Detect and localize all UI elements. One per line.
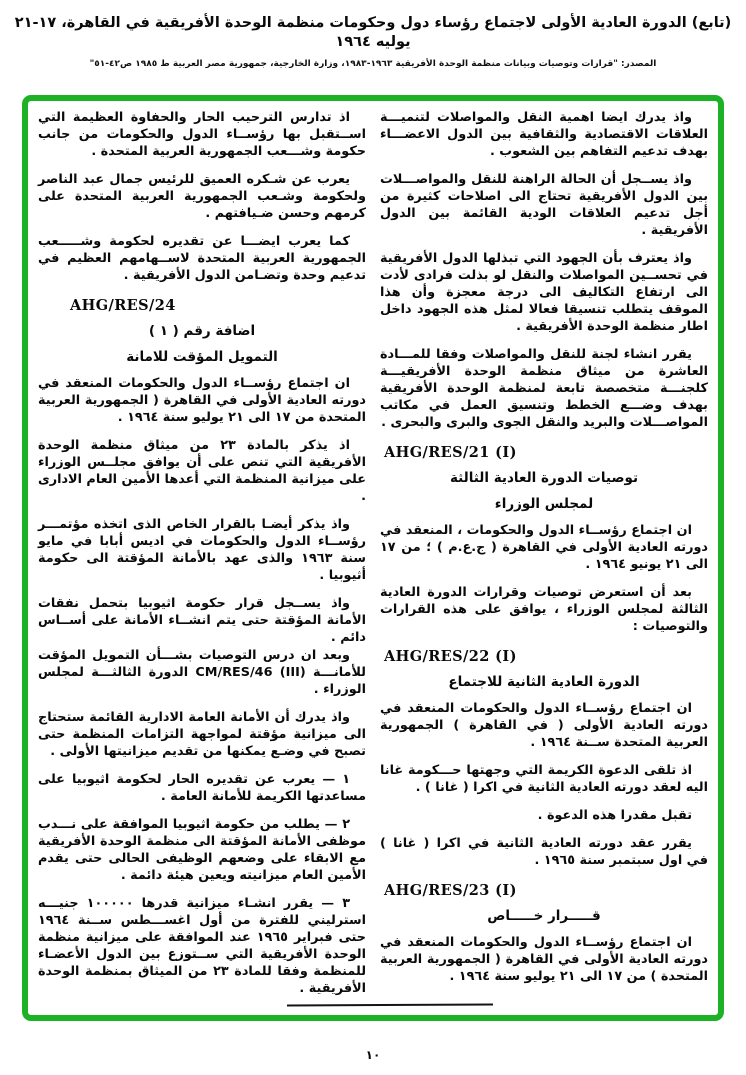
section-title: لمجلس الوزراء	[494, 496, 594, 512]
paragraph: ٣ — يقرر انشـاء ميزانية قدرها ١٠٠٠٠٠ جنيـــه استرليني للفترة من أول اغســـطس ســنة ١٩٦٤ حتى فبراير ١٩٦٥ عند الموافقة على ميزانية منظمة الوحدة الأفريقية التي ســتوزع بين الدول الأعضـاء للمنظمة وفقا للمادة ٢٣ من الميثاق بمنظمة الوحدة الأفريقية .	[38, 896, 366, 996]
document-header	[10, 14, 736, 69]
paragraph: اذ تدارس الترحيب الحار والحفاوة العظيمة التي اســتقبل بها رؤســاء الدول والحكومات من جانب حكومة وشـــعب الجمهورية العربية المتحدة .	[38, 110, 366, 159]
paragraph: ٢ — يطلب من حكومة اثيوبيا الموافقة على نـــدب موظفى الأمانة المؤقتة الى منظمة الوحدة الأفريقية مع الابقاء على وضعهم الوظيفى الحالى حتى يقدم الأمين العام ميزانيته ويعين هيئة دائمة .	[38, 817, 366, 883]
paragraph: ان اجتماع رؤســاء الدول والحكومات المنعقد في دورته العادية الأولى ( في القاهرة ) الجمهورية العربية المتحدة ســنة ١٩٦٤ .	[380, 701, 708, 750]
section-title: اضافة رقم ( ١ )	[148, 323, 256, 339]
paragraph: واذ يعترف بأن الجهود التي تبذلها الدول الأفريقية في تحســين المواصلات والنقل لو بذلت فرادى لأدت الى ارتفاع التكاليف الى درجة معجزة وأن هذا الموقف يتطلب تنسيقا فعالا لمثل هذه الجهود داخل اطار منظمة الوحدة الأفريقية .	[380, 251, 708, 334]
paragraph: كما يعرب ايضـــا عن تقديره لحكومة وشـــــعب الجمهورية العربية المتحدة لاســهامهم العظيم في تدعيم وحدة وتضـامن الدول الأفريقية .	[38, 234, 366, 283]
paragraph: واذ يذكر أيضـا بالقرار الخاص الذى اتخذه مؤتمـــر رؤســاء الدول والحكومات في اديس أبابا في مايو سنة ١٩٦٣ والذى عهد بالأمانة المؤقتة الى حكومة أثيوبيا .	[38, 517, 366, 583]
resolution-code: AHG/RES/21 (I)	[384, 444, 517, 461]
paragraph: وبعد ان درس التوصيات بشـــأن التمويل المؤقت للأمانـــة CM/RES/46 (III) الدورة الثالثـــة لمجلس الوزراء .	[38, 648, 366, 697]
paragraph: ١ — يعرب عن تقديره الحار لحكومة اثيوبيا على مساعدتها الكريمة للأمانة العامة .	[38, 772, 366, 804]
resolution-code: AHG/RES/24	[70, 297, 176, 314]
section-title: توصيات الدورة العادية الثالثة	[449, 470, 639, 486]
header-title: (تابع) الدورة العادية الأولى لاجتماع رؤساء دول وحكومات منظمة الوحدة الأفريقية في القاهرة، ١٧-٢١ يوليه ١٩٦٤	[14, 15, 732, 50]
section-title: الدورة العادية الثانية للاجتماع	[448, 674, 640, 690]
paragraph: يعرب عن شـكره العميق للرئيس جمال عبد الناصر ولحكومة وشـعب الجمهورية العربية المتحدة على كرمهم وحسن ضـيافتهم .	[38, 172, 366, 221]
two-column-layout	[38, 109, 708, 996]
resolution-code: AHG/RES/23 (I)	[384, 882, 517, 899]
green-border-frame	[22, 95, 724, 1021]
column-right	[380, 109, 708, 989]
resolution-code: AHG/RES/22 (I)	[384, 648, 517, 665]
header-source-line: المصدر: "قرارات وتوصيات وبيانات منظمة الوحدة الأفريقية ١٩٦٣-١٩٨٣، وزارة الخارجية، جمهورية مصر العربية ط ١٩٨٥ ص٤٢-٥١"	[89, 58, 657, 69]
paragraph: واذ يســجل أن الحالة الراهنة للنقل والمواصـــلات بين الدول الأفريقية تحتاج الى اصلاحات كثيرة من أجل تدعيم العلاقات الودية القائمة بين الدول الأفريقية .	[380, 172, 708, 238]
paragraph: ان اجتماع رؤســاء الدول والحكومات المنعقد في دورته العادية الأولى في القاهرة ( الجمهورية العربية المتحدة من ١٧ الى ٢١ يوليو سنة ١٩٦٤ .	[38, 376, 366, 425]
paragraph: يقرر انشاء لجنة للنقل والمواصلات وفقا للمـــادة العاشرة من ميثاق منظمة الوحدة الأفريقيـــة كلجنـــة متخصصة تابعة لمنظمة الوحدة الأفريقية بهدف وضـــع الخطط وتنسيق العمل في مكاتب المواصـــلات والبريد والنقل الجوى والبرى والبحرى .	[380, 347, 708, 430]
paragraph: ان اجتماع رؤســاء الدول والحكومات ، المنعقد في دورته العادية الأولى في القاهرة ( ج.ع.م ) ؛ من ١٧ الى ٢١ يونيو ١٩٦٤ .	[380, 523, 708, 572]
paragraph: تقبل مقدرا هذه الدعوة .	[537, 808, 692, 823]
paragraph: يقرر عقد دورته العادية الثانية في اكرا ( غانا ) في اول سبتمبر سنة ١٩٦٥ .	[380, 836, 708, 868]
paragraph: بعد أن استعرض توصيات وقرارات الدورة العادية الثالثة لمجلس الوزراء ، يوافق على هذه القرارات والتوصيات :	[380, 585, 708, 634]
section-title: التمويل المؤقت للامانة	[126, 349, 278, 365]
end-of-text-divider	[287, 1003, 493, 1006]
page-number: ١٠	[365, 1048, 381, 1062]
paragraph: واذ يدرك أن الأمانة العامة الادارية القائمة ستحتاج الى ميزانية مؤقتة لمواجهة التزامات المنظمة حتى تصبح في وضـع يمكنها من تقديم ميزانيتها الأولى .	[38, 710, 366, 759]
paragraph: واذ يســجل قرار حكومة اثيوبيا بتحمل نفقات الأمانة المؤقتة حتى يتم انشــاء الأمانة على أســاس دائم .	[38, 596, 366, 645]
paragraph: واذ يدرك ايضا اهمية النقل والمواصلات لتنميـــة العلاقات الاقتصادية والثقافية بين الدول الاعضـــاء بهدف تدعيم التفاهم بين الشعوب .	[380, 110, 708, 159]
paragraph: ان اجتماع رؤســاء الدول والحكومات المنعقد في دورته العادية الأولى في القاهرة ( الجمهورية العربية المتحدة ) من ١٧ الى ٢١ يوليو سنة ١٩٦٤ .	[380, 935, 708, 984]
paragraph: اذ تلقى الدعوة الكريمة التي وجهتها حـــكومة غانا اليه لعقد دورته العادية الثانية في اكرا ( غانا ) .	[380, 763, 708, 795]
paragraph: اذ يذكر بالمادة ٢٣ من ميثاق منظمة الوحدة الأفريقية التي تنص على أن يوافق مجلــس الوزراء على ميزانية المنظمة التي أعدها الأمين العام الادارى .	[38, 438, 366, 504]
column-left	[38, 109, 366, 996]
section-title: قـــــرار خـــــاص	[487, 908, 601, 924]
